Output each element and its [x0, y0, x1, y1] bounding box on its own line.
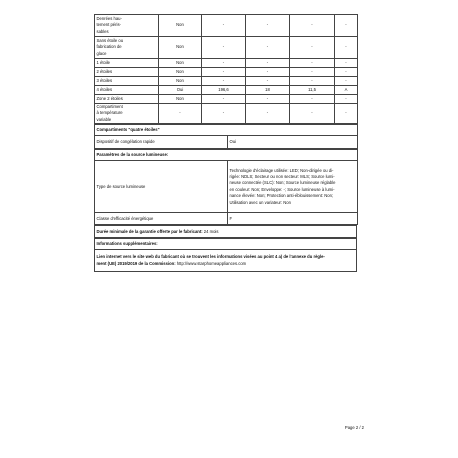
manufacturer-link[interactable]: http://www.starphomeappliances.com: [176, 260, 247, 266]
compartment-name: Zone 2 étoiles: [95, 95, 159, 104]
compartment-row: [95, 37, 358, 59]
compartment-name: Denrées hau- tement péris- sables: [95, 15, 159, 37]
additional-info-heading: Informations supplémentaires:: [95, 239, 357, 250]
compartment-temperature: -: [246, 95, 290, 104]
warranty-row: [95, 226, 357, 238]
compartment-row: [95, 77, 358, 86]
compartment-row: [95, 104, 358, 124]
compartment-energy: -: [290, 15, 335, 37]
compartment-energy: -: [290, 37, 335, 59]
compartment-climate: -: [335, 104, 358, 124]
light-source-heading: Paramètres de la source lumineuse:: [95, 150, 358, 161]
four-star-section: [94, 124, 358, 149]
compartment-climate: -: [335, 77, 358, 86]
compartment-presence: -: [159, 104, 202, 124]
compartment-presence: Non: [159, 77, 202, 86]
compartment-volume: -: [202, 95, 246, 104]
light-type-label: Type de source lumineuse: [95, 161, 228, 213]
compartment-temperature: 18: [246, 86, 290, 95]
compartment-energy: -: [290, 59, 335, 68]
compartment-presence: Non: [159, 37, 202, 59]
compartment-temperature: -: [246, 37, 290, 59]
light-type-value: Technologie d'éclairage utilisée: LED; Non-dirigée ou di- rigée: NDLS; Secteur ou non secteur: MLS; Source lumi- neuse connectée (SLC): Non; Source lumineuse réglable en couleur: Non; Enveloppe: -; Source lumineuse à lumi- nance élevée: Non; Protection anti-éblouissement: Non; Utilisation avec un variateur: Non: [228, 161, 358, 213]
compartment-volume: -: [202, 15, 246, 37]
compartment-name: Compartiment à température variable: [95, 104, 159, 124]
compartment-name: 1 étoile: [95, 59, 159, 68]
additional-info-row: [95, 250, 357, 272]
fast-freeze-value: Oui: [228, 136, 358, 149]
light-source-section: [94, 149, 358, 225]
compartment-energy: -: [290, 77, 335, 86]
warranty-section: [94, 225, 357, 238]
page-number: Page 2 / 2: [344, 425, 364, 430]
product-information-sheet: [94, 14, 357, 272]
compartment-row: [95, 15, 358, 37]
energy-class-value: F: [228, 213, 358, 225]
energy-class-label: Classe d'efficacité énergétique: [95, 213, 228, 225]
compartment-presence: Non: [159, 15, 202, 37]
compartment-climate: -: [335, 37, 358, 59]
compartment-volume: 196,6: [202, 86, 246, 95]
compartment-volume: -: [202, 77, 246, 86]
compartment-climate: -: [335, 59, 358, 68]
compartments-table: [94, 14, 358, 124]
compartment-presence: Non: [159, 59, 202, 68]
warranty-label: Durée minimale de la garantie offerte par le fabricant:: [96, 228, 203, 234]
warranty-value: 24 mois: [203, 228, 219, 234]
compartment-volume: -: [202, 68, 246, 77]
compartment-energy: -: [290, 68, 335, 77]
compartment-energy: -: [290, 95, 335, 104]
compartment-climate: A: [335, 86, 358, 95]
fast-freeze-label: Dispositif de congélation rapide: [95, 136, 228, 149]
compartment-temperature: -: [246, 59, 290, 68]
compartment-presence: Non: [159, 95, 202, 104]
compartment-row: [95, 68, 358, 77]
compartment-energy: 11,5: [290, 86, 335, 95]
compartment-presence: Oui: [159, 86, 202, 95]
four-star-heading: Compartiments "quatre étoiles": [95, 125, 358, 136]
compartment-row: [95, 59, 358, 68]
compartment-row: [95, 95, 358, 104]
compartment-row: [95, 86, 358, 95]
compartment-temperature: -: [246, 68, 290, 77]
compartment-volume: -: [202, 104, 246, 124]
compartment-temperature: -: [246, 15, 290, 37]
compartment-volume: -: [202, 59, 246, 68]
additional-info-text: Lien internet vers le site web du fabricant où se trouvent les informations visées au point 4 a) de l'annexe du règle- ment (UE) 2019/2019 de la Commission:: [96, 254, 325, 266]
compartment-presence: Non: [159, 68, 202, 77]
compartment-climate: -: [335, 15, 358, 37]
compartment-temperature: -: [246, 77, 290, 86]
compartment-name: 4 étoiles: [95, 86, 159, 95]
compartment-volume: -: [202, 37, 246, 59]
compartment-name: Sans étoile ou fabrication de glace: [95, 37, 159, 59]
compartment-name: 3 étoiles: [95, 77, 159, 86]
additional-info-section: [94, 238, 357, 272]
compartment-name: 2 étoiles: [95, 68, 159, 77]
compartment-temperature: -: [246, 104, 290, 124]
compartment-climate: -: [335, 68, 358, 77]
compartment-energy: -: [290, 104, 335, 124]
compartment-climate: -: [335, 95, 358, 104]
